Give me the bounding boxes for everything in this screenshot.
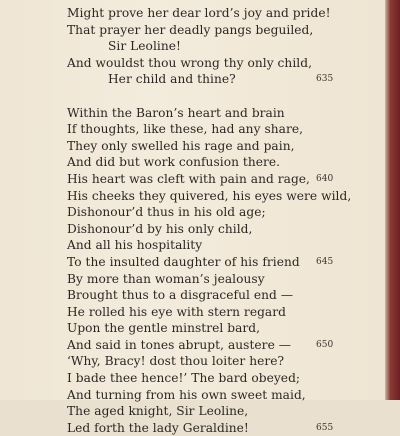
verse-line (67, 171, 367, 188)
verse-text: To the insulted daughter of his friend (67, 254, 300, 269)
verse-line (67, 320, 367, 337)
line-number: 655 (316, 422, 334, 433)
verse-text: Dishonour’d by his only child, (67, 221, 253, 236)
verse-text: And wouldst thou wrong thy only child, (67, 55, 312, 70)
verse-line (67, 204, 367, 221)
verse-line (67, 353, 367, 370)
verse-line (67, 287, 367, 304)
verse-line (67, 5, 367, 22)
book-spine-edge (385, 0, 400, 400)
verse-line (67, 304, 367, 321)
line-number: 645 (316, 256, 334, 267)
verse-line (67, 71, 367, 88)
verse-text: They only swelled his rage and pain, (67, 138, 295, 153)
verse-line (67, 237, 367, 254)
verse-line (67, 271, 367, 288)
verse-text: Within the Baron’s heart and brain (67, 105, 285, 120)
verse-text: Might prove her dear lord’s joy and pride! (67, 6, 331, 20)
verse-text: Led forth the lady Geraldine! (67, 420, 249, 435)
stanza (67, 5, 367, 88)
verse-line (67, 387, 367, 404)
verse-line (67, 121, 367, 138)
verse-line (67, 188, 367, 205)
verse-line (67, 55, 367, 72)
verse-line (67, 38, 367, 55)
verse-text: The aged knight, Sir Leoline, (67, 404, 249, 419)
verse-line (67, 105, 367, 122)
verse-line (67, 337, 367, 354)
verse-text: I bade thee hence!’ The bard obeyed; (67, 371, 301, 386)
verse-text: Brought thus to a disgraceful end — (67, 288, 294, 303)
line-number: 650 (316, 339, 334, 350)
stanza (67, 105, 367, 436)
verse-text: Upon the gentle minstrel bard, (67, 321, 261, 336)
verse-text: And all his hospitality (67, 238, 203, 253)
verse-line (67, 370, 367, 387)
verse-text: And turning from his own sweet maid, (67, 387, 306, 402)
verse-text: His cheeks they quivered, his eyes were wild, (67, 188, 352, 203)
verse-text: And did but work confusion there. (67, 155, 281, 170)
verse-text: Her child and thine? (108, 72, 236, 87)
verse-text: He rolled his eye with stern regard (67, 304, 286, 319)
verse-line (67, 254, 367, 271)
verse-text: If thoughts, like these, had any share, (67, 122, 304, 137)
verse-line (67, 138, 367, 155)
verse-line (67, 403, 367, 420)
verse-text: ‘Why, Bracy! dost thou loiter here? (67, 354, 285, 369)
verse-line (67, 22, 367, 39)
verse-text: Dishonour’d thus in his old age; (67, 205, 266, 220)
verse-text: By more than woman’s jealousy (67, 271, 265, 286)
verse-line (67, 221, 367, 238)
verse-line (67, 420, 367, 436)
verse-line (67, 154, 367, 171)
verse-text: That prayer her deadly pangs beguiled, (67, 22, 314, 37)
verse-text: And said in tones abrupt, austere — (67, 337, 291, 352)
poem-text (67, 5, 367, 436)
verse-text: His heart was cleft with pain and rage, (67, 171, 310, 186)
line-number: 635 (316, 74, 334, 85)
verse-text: Sir Leoline! (108, 39, 181, 54)
line-number: 640 (316, 173, 334, 184)
